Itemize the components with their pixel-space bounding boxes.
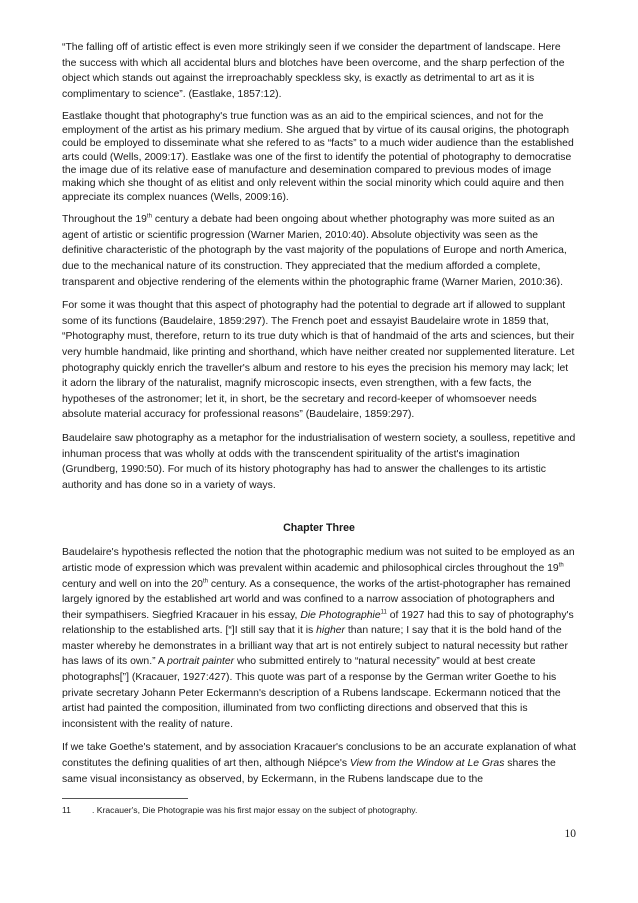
text-run: Throughout the 19 <box>62 214 147 226</box>
text-run: century and well on into the 20 <box>62 578 203 590</box>
footnote-text: . Kracauer's, Die Photograpie was his first major essay on the subject of photography. <box>92 805 418 815</box>
superscript: th <box>202 578 208 585</box>
text-run: who submitted entirely to “natural necessity” would at best create photographs[”] (Kracauer, 1927:427). This quote was part of a response by the German writer Goethe to his private secretary Johann Peter Eckermann's description of a Rubens landscape. Eckermann noticed that the artist had painted the composition, illuminated from two conflicting directions and observed that this is inconsistent with the reality of nature. <box>62 656 561 730</box>
paragraph-19th-century-debate <box>62 212 576 290</box>
paragraph-baudelaire-quote: For some it was thought that this aspect of photography had the potential to degrade art if allowed to supplant some of its functions (Baudelaire, 1859:297). The French poet and essayist Baudelaire wrote in 1859 that, “Photography must, therefore, return to its true duty which is that of handmaid of the arts and sciences, but their very humble handmaid, like printing and shorthand, which have neither created nor supplemented literature. Let photography quickly enrich the traveller's album and restore to his eyes the precision his memory may lack; let it adorn the library of the naturalist, magnify microscopic insects, even strengthen, with a few facts, the hypotheses of the astronomer; let it, in short, be the secretary and record-keeper of whomsoever needs absolute material accuracy for professional reasons” (Baudelaire, 1859:297). <box>62 300 575 421</box>
footnote-number: 11 <box>62 805 71 815</box>
text-run: century a debate had been ongoing about whether photography was more suited as an agent of artistic or scientific progression (Warner Marien, 2010:40). Absolute objectivity was seen as the definitive characteristic of the photograph by the vast majority of the populations of Europe and north America, due to the mechanical nature of its construction. They appreciated that the medium afforded a complete, transparent and objective rendering of the elements within the photographic frame (Warner Marien, 2010:36). <box>62 214 567 288</box>
artwork-title: View from the Window at Le Gras <box>349 758 505 770</box>
paragraph-kracauer <box>62 545 576 732</box>
paragraph-baudelaire-metaphor: Baudelaire saw photography as a metaphor for the industrialisation of western society, a soulless, repetitive and inhuman process that was wholly at odds with the transcendent spirituality of the artist's imagination (Grundberg, 1990:50). For much of its history photography has had to answer the challenges to its artistic authority and has done so in a variety of ways. <box>62 432 576 491</box>
essay-title: Die Photographie <box>300 609 381 621</box>
footnote <box>62 804 576 816</box>
text-run: of 1927 had this to say of photography's relationship to the established arts. [“]I still say that it is <box>62 609 574 637</box>
footnote-reference[interactable]: 11 <box>380 609 387 616</box>
page-number: 10 <box>564 828 576 840</box>
paragraph-eastlake-quote: “The falling off of artistic effect is even more strikingly seen if we consider the department of landscape. Here the success with which all accidental blurs and blotches have been overcome, and the sharp perfection of the object which stands out against the irreproachably speckless sky, is exactly as detrimental to art as it is complimentary to science”. (Eastlake, 1857:12). <box>62 42 565 100</box>
paragraph-eastlake-view: Eastlake thought that photography's true function was as an aid to the empirical sciences, and not for the employment of the artist as his primary medium. She argued that by virtue of its causal origins, the photograph could be employed to disseminate what she refered to as “facts” to a much wider audience than the established arts could (Wells, 2009:17). Eastlake was one of the first to identify the potential of photography to democratise the image due of its relative ease of manufacture and desemination compared to previous modes of image making which she thought of as elitist and only relevent within the social minority which could aquire and then appreciate its complex nuances (Wells, 2009:16). <box>62 111 574 203</box>
superscript: th <box>146 213 152 220</box>
text-run: Baudelaire's hypothesis reflected the notion that the photographic medium was not suited to be employed as an artistic mode of expression which was prevalent within academic and philosophical circles throughout the 19 <box>62 547 575 574</box>
emphasis: portrait painter <box>167 656 235 668</box>
text-run: than nature; I say that it is the bold hand of the master whereby he demonstrates in a brilliant way that art is not entirely subject to natural necessity but rather has laws of its own.” A <box>62 625 568 668</box>
paragraph-goethe-statement <box>62 740 576 787</box>
text-run: century. As a consequence, the works of the artist-photographer has remained largely ignored by the established art world and was confined to a narrow association of photographers and their sympathisers. Siegfried Kracauer in his essay, <box>62 578 571 621</box>
superscript: th <box>558 562 564 569</box>
emphasis: higher <box>316 625 345 637</box>
document-body <box>62 40 576 795</box>
text-run: shares the same visual inconsistancy as observed, by Eckermann, in the Rubens landscape due to the <box>62 758 556 785</box>
footnote-divider <box>62 798 188 799</box>
text-run: If we take Goethe's statement, and by association Kracauer's conclusions to be an accurate explanation of what constitutes the defining qualities of art then, although Niépce's <box>62 742 576 770</box>
chapter-heading: Chapter Three <box>283 522 355 535</box>
